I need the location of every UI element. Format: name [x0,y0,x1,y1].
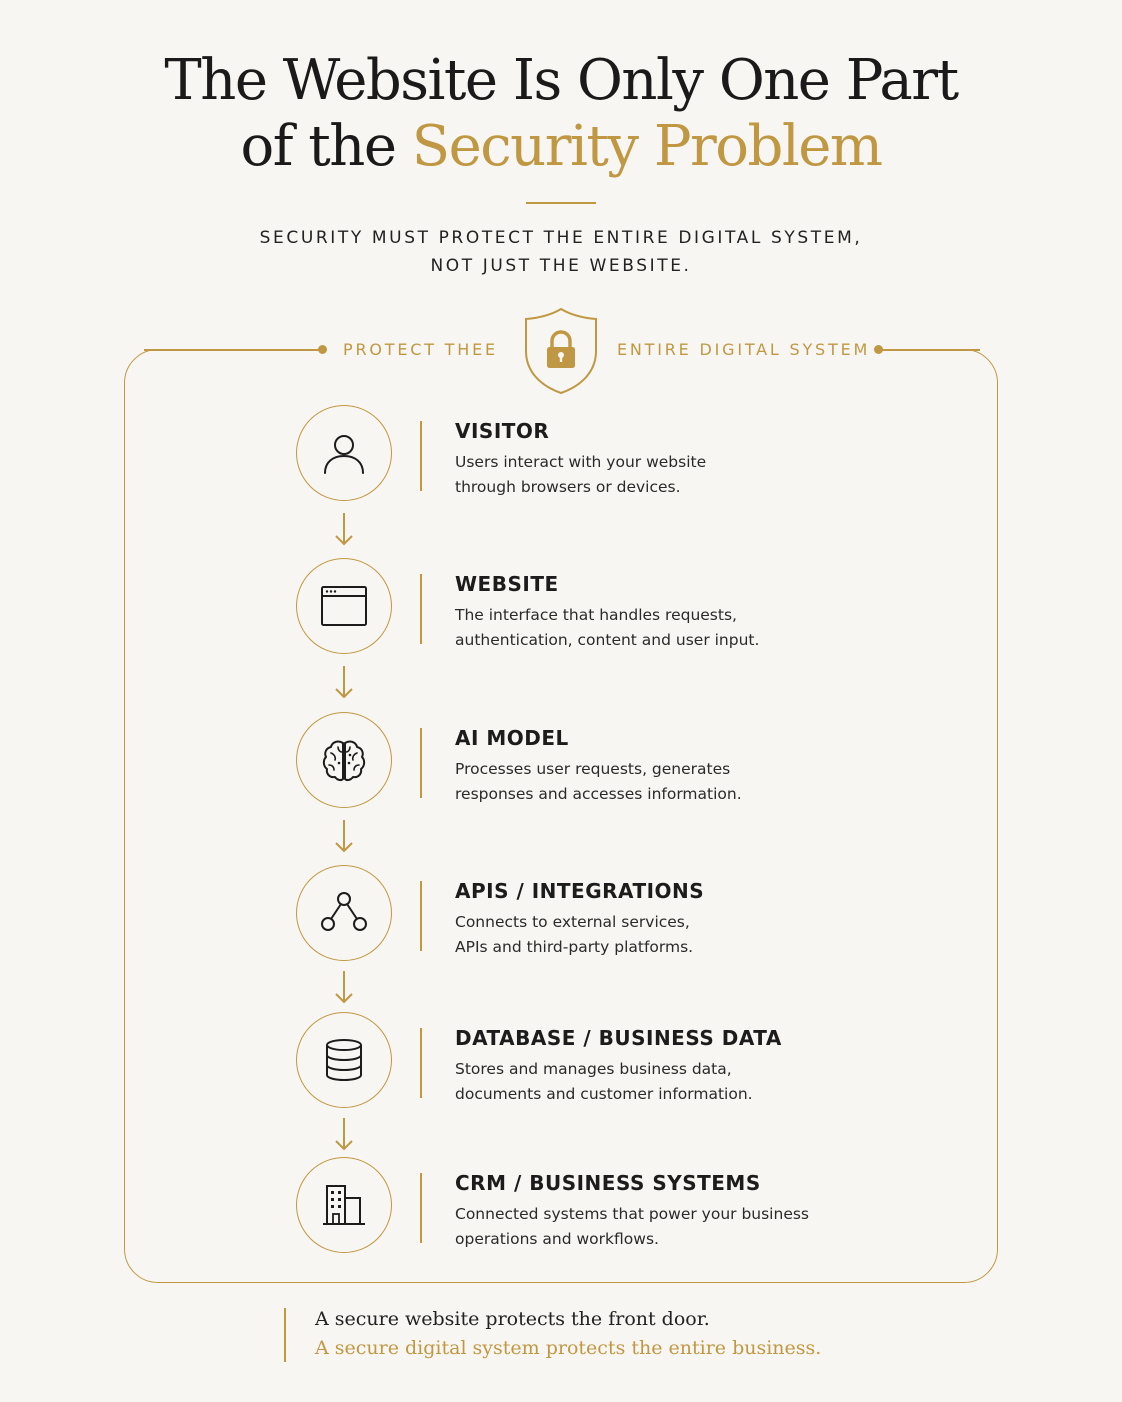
step-description-line-1: Connected systems that power your business [455,1205,810,1223]
step-title: WEBSITE [455,572,559,596]
step-title: DATABASE / BUSINESS DATA [455,1026,782,1050]
step-website [296,558,856,658]
step-divider [420,421,422,491]
step-icon-circle [296,1157,392,1253]
step-divider [420,728,422,798]
banner-line-right [880,349,980,351]
step-database [296,1012,856,1112]
step-title: AI MODEL [455,726,569,750]
step-description-line-2: authentication, content and user input. [455,631,760,649]
step-icon-circle [296,1012,392,1108]
brain-icon [319,735,369,785]
network-nodes-icon [319,888,369,938]
step-description-line-1: The interface that handles requests, [455,606,737,624]
banner-dot-left [318,345,327,354]
step-description [455,603,855,653]
database-icon [319,1035,369,1085]
step-divider [420,1173,422,1243]
building-icon [319,1180,369,1230]
footer-divider [284,1308,286,1362]
step-title: VISITOR [455,419,550,443]
banner-line-left [144,349,320,351]
step-description-line-1: Connects to external services, [455,913,690,931]
subtitle [0,224,1122,280]
down-arrow-icon [333,969,355,1005]
user-icon [319,428,369,478]
step-icon-circle [296,558,392,654]
step-description-line-1: Stores and manages business data, [455,1060,732,1078]
title-line-2-accent: Security Problem [411,114,882,179]
step-description-line-1: Processes user requests, generates [455,760,731,778]
step-apis-integrations [296,865,856,965]
step-description [455,910,855,960]
footer-line-2: A secure digital system protects the entire business. [315,1337,822,1359]
step-description-line-2: through browsers or devices. [455,478,681,496]
step-crm [296,1157,856,1257]
step-divider [420,574,422,644]
step-description-line-2: operations and workflows. [455,1230,659,1248]
step-icon-circle [296,712,392,808]
step-icon-circle [296,865,392,961]
step-divider [420,1028,422,1098]
step-description-line-2: responses and accesses information. [455,785,742,803]
subtitle-line-2: NOT JUST THE WEBSITE. [430,256,692,276]
down-arrow-icon [333,511,355,547]
down-arrow-icon [333,818,355,854]
step-description-line-2: documents and customer information. [455,1085,753,1103]
subtitle-line-1: SECURITY MUST PROTECT THE ENTIRE DIGITAL SYSTEM, [259,228,863,248]
step-ai-model [296,712,856,812]
step-title: CRM / BUSINESS SYSTEMS [455,1171,761,1195]
step-divider [420,881,422,951]
banner-label-left: PROTECT THEE [343,340,498,359]
shield-lock-icon [521,306,601,396]
step-title: APIS / INTEGRATIONS [455,879,705,903]
down-arrow-icon [333,1116,355,1152]
browser-window-icon [319,581,369,631]
step-description-line-2: APIs and third-party platforms. [455,938,694,956]
banner-label-right: ENTIRE DIGITAL SYSTEM [617,340,871,359]
title-line-2-prefix: of the [240,114,412,179]
title-line-1: The Website Is Only One Part [164,48,958,113]
down-arrow-icon [333,664,355,700]
footer-line-1: A secure website protects the front door. [315,1308,710,1330]
page-title [0,48,1122,180]
step-description-line-1: Users interact with your website [455,453,707,471]
step-description [455,1057,855,1107]
step-description [455,757,855,807]
title-divider [526,202,596,204]
step-icon-circle [296,405,392,501]
step-description [455,1202,855,1252]
step-description [455,450,855,500]
step-visitor [296,405,856,505]
